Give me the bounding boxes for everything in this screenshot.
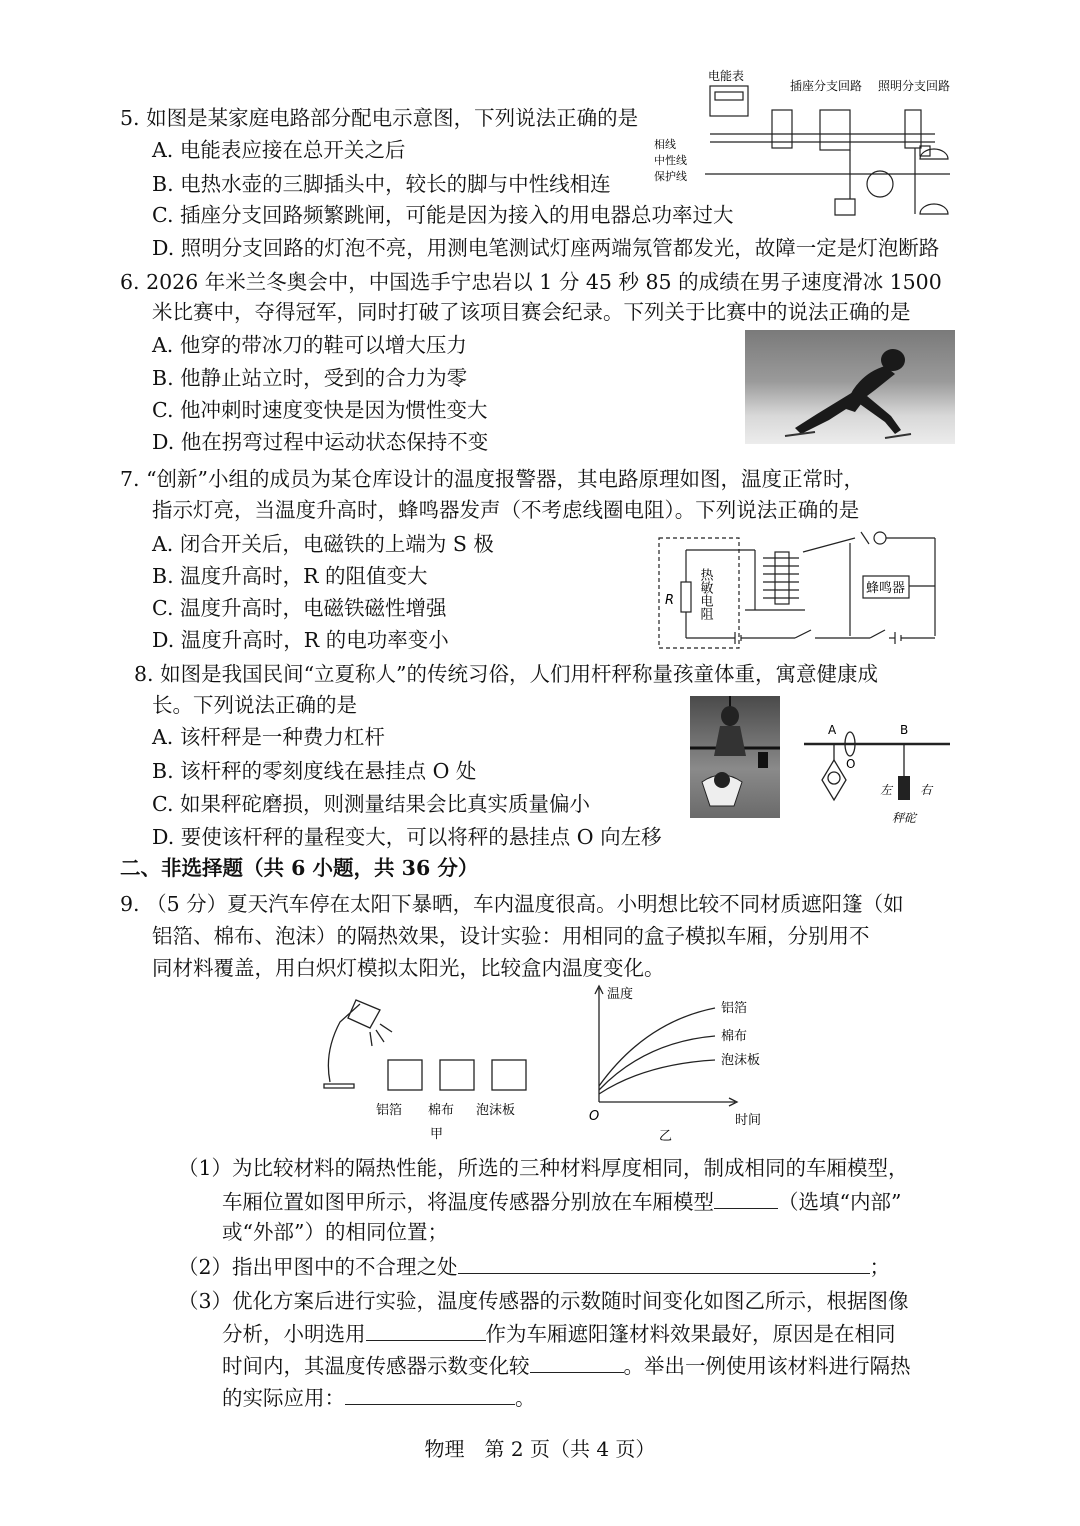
q9-p1-text-b: 车厢位置如图甲所示，将温度传感器分别放在车厢模型 <box>222 1190 714 1214</box>
q9-p3-text-c2: 。举出一例使用该材料进行隔热 <box>623 1354 911 1378</box>
q6-option-a: A. 他穿的带冰刀的鞋可以增大压力 <box>152 333 467 357</box>
q9-figure-jia <box>320 992 540 1142</box>
q9-yi-origin: O <box>589 1109 600 1124</box>
q8-option-b: B. 该杆秤的零刻度线在悬挂点 O 处 <box>152 759 477 783</box>
q8-option-a: A. 该杆秤是一种费力杠杆 <box>152 725 385 749</box>
q8-point-o: O <box>846 757 856 771</box>
q9-p3-line-1: （3）优化方案后进行实验，温度传感器的示数随时间变化如图乙所示，根据图像 <box>178 1289 909 1313</box>
q9-yi-curve-1: 铝箔 <box>721 1001 748 1016</box>
q8-option-c: C. 如果秤砣磨损，则测量结果会比真实质量偏小 <box>152 792 590 816</box>
q7-r-label: R <box>665 593 675 608</box>
q9-p3-text-c1: 时间内，其温度传感器示数变化较 <box>222 1354 530 1378</box>
q9-yi-curve-2: 棉布 <box>721 1029 748 1044</box>
q9-p2-line <box>178 1253 890 1281</box>
q7-option-a: A. 闭合开关后，电磁铁的上端为 S 极 <box>152 532 494 556</box>
q7-option-b: B. 温度升高时，R 的阻值变大 <box>152 564 428 588</box>
q7-stem-line-2: 指示灯亮，当温度升高时，蜂鸣器发声（不考虑线圈电阻）。下列说法正确的是 <box>152 498 860 522</box>
q5-wire-neutral: 中性线 <box>654 154 687 167</box>
q7-buzzer-label: 蜂鸣器 <box>866 581 906 596</box>
q8-weighing-photo <box>690 696 780 818</box>
q6-option-c: C. 他冲刺时速度变快是因为惯性变大 <box>152 398 488 422</box>
q9-p1-line-1: （1）为比较材料的隔热性能，所选的三种材料厚度相同，制成相同的车厢模型， <box>178 1156 909 1180</box>
q5-meter-label: 电能表 <box>708 69 745 83</box>
q9-p3-text-d1: 的实际应用： <box>222 1386 345 1410</box>
q7-option-d: D. 温度升高时，R 的电功率变小 <box>152 628 449 652</box>
q9-yi-curve-3: 泡沫板 <box>721 1053 761 1068</box>
q9-p3-text-b2: 作为车厢遮阳篷材料效果最好，原因是在相同 <box>485 1322 896 1346</box>
q5-option-d: D. 照明分支回路的灯泡不亮，用测电笔测试灯座两端氖管都发光，故障一定是灯泡断路 <box>152 236 940 260</box>
q6-stem-line-2: 米比赛中，夺得冠军，同时打破了该项目赛会纪录。下列关于比赛中的说法正确的是 <box>152 300 911 324</box>
q9-figure-yi <box>585 982 785 1142</box>
q9-p3-text-d2: 。 <box>515 1386 536 1410</box>
q5-wire-ground: 保护线 <box>654 170 687 183</box>
q8-left-label: 左 <box>880 783 893 797</box>
q5-option-c: C. 插座分支回路频繁跳闸，可能是因为接入的用电器总功率过大 <box>152 203 734 227</box>
q9-p3-blank-change[interactable] <box>530 1352 624 1373</box>
q7-option-c: C. 温度升高时，电磁铁磁性增强 <box>152 596 447 620</box>
q9-p3-text-b1: 分析，小明选用 <box>222 1322 366 1346</box>
q5-light-branch-label: 照明分支回路 <box>878 79 951 93</box>
q9-p2-text: （2）指出甲图中的不合理之处 <box>178 1255 458 1279</box>
q5-option-b: B. 电热水壶的三脚插头中，较长的脚与中性线相连 <box>152 172 611 196</box>
q9-stem-line-2: 铝箔、棉布、泡沫）的隔热效果，设计实验：用相同的盒子模拟车厢，分别用不 <box>152 924 870 948</box>
q9-jia-caption: 甲 <box>430 1127 444 1142</box>
q9-p3-blank-application[interactable] <box>345 1384 515 1405</box>
q9-p1-line-2 <box>222 1188 901 1216</box>
q8-point-b: B <box>900 723 909 737</box>
q9-p3-blank-material[interactable] <box>366 1320 486 1341</box>
q8-right-label: 右 <box>920 783 933 797</box>
q9-p3-line-3 <box>222 1352 911 1380</box>
q5-wire-live: 相线 <box>654 138 676 151</box>
q5-socket-branch-label: 插座分支回路 <box>790 79 863 93</box>
q9-p1-line-3: 或“外部”）的相同位置； <box>222 1220 448 1244</box>
section-2-heading: 二、非选择题（共 6 小题，共 36 分） <box>120 856 479 880</box>
q9-yi-caption: 乙 <box>659 1129 673 1142</box>
q8-stem-line-1: 8. 如图是我国民间“立夏称人”的传统习俗，人们用杆秤称量孩童体重，寓意健康成 <box>134 662 879 686</box>
q9-jia-box-1: 铝箔 <box>376 1103 403 1118</box>
q5-stem: 5. 如图是某家庭电路部分配电示意图，下列说法正确的是 <box>120 106 639 130</box>
q8-stem-line-2: 长。下列说法正确的是 <box>152 693 357 717</box>
page-footer: 物理 第 2 页（共 4 页） <box>424 1437 656 1461</box>
q9-yi-xlabel: 时间 <box>735 1113 762 1128</box>
q7-thermistor-label: 热敏电阻 <box>697 568 713 620</box>
q9-stem-line-1: 9. （5 分）夏天汽车停在太阳下暴晒，车内温度很高。小明想比较不同材质遮阳篷（如 <box>120 892 904 916</box>
q5-circuit-figure <box>650 64 960 230</box>
q9-p2-end: ； <box>869 1255 891 1279</box>
q9-p3-line-2 <box>222 1320 896 1348</box>
q6-skater-photo <box>745 330 955 444</box>
q9-p2-blank[interactable] <box>458 1253 870 1274</box>
q9-yi-ylabel: 温度 <box>607 987 634 1002</box>
q9-p1-blank[interactable] <box>714 1188 778 1209</box>
q8-steelyard-figure <box>800 718 960 828</box>
q6-stem-line-1: 6. 2026 年米兰冬奥会中，中国选手宁忠岩以 1 分 45 秒 85 的成绩在男子速度滑冰 1500 <box>120 270 942 294</box>
q6-option-d: D. 他在拐弯过程中运动状态保持不变 <box>152 430 489 454</box>
q9-p3-line-4 <box>222 1384 536 1412</box>
q6-option-b: B. 他静止站立时，受到的合力为零 <box>152 366 468 390</box>
q9-jia-box-3: 泡沫板 <box>476 1103 516 1118</box>
q5-option-a: A. 电能表应接在总开关之后 <box>152 138 406 162</box>
q7-stem-line-1: 7. “创新”小组的成员为某仓库设计的温度报警器，其电路原理如图，温度正常时， <box>120 467 865 491</box>
q9-jia-box-2: 棉布 <box>428 1103 455 1118</box>
q8-weight-label: 秤砣 <box>892 811 917 825</box>
q8-option-d: D. 要使该杆秤的量程变大，可以将秤的悬挂点 O 向左移 <box>152 825 662 849</box>
q9-p1-text-c: （选填“内部” <box>778 1190 902 1214</box>
q8-point-a: A <box>828 723 837 737</box>
q9-stem-line-3: 同材料覆盖，用白炽灯模拟太阳光，比较盒内温度变化。 <box>152 956 665 980</box>
q7-circuit-figure <box>655 528 940 653</box>
